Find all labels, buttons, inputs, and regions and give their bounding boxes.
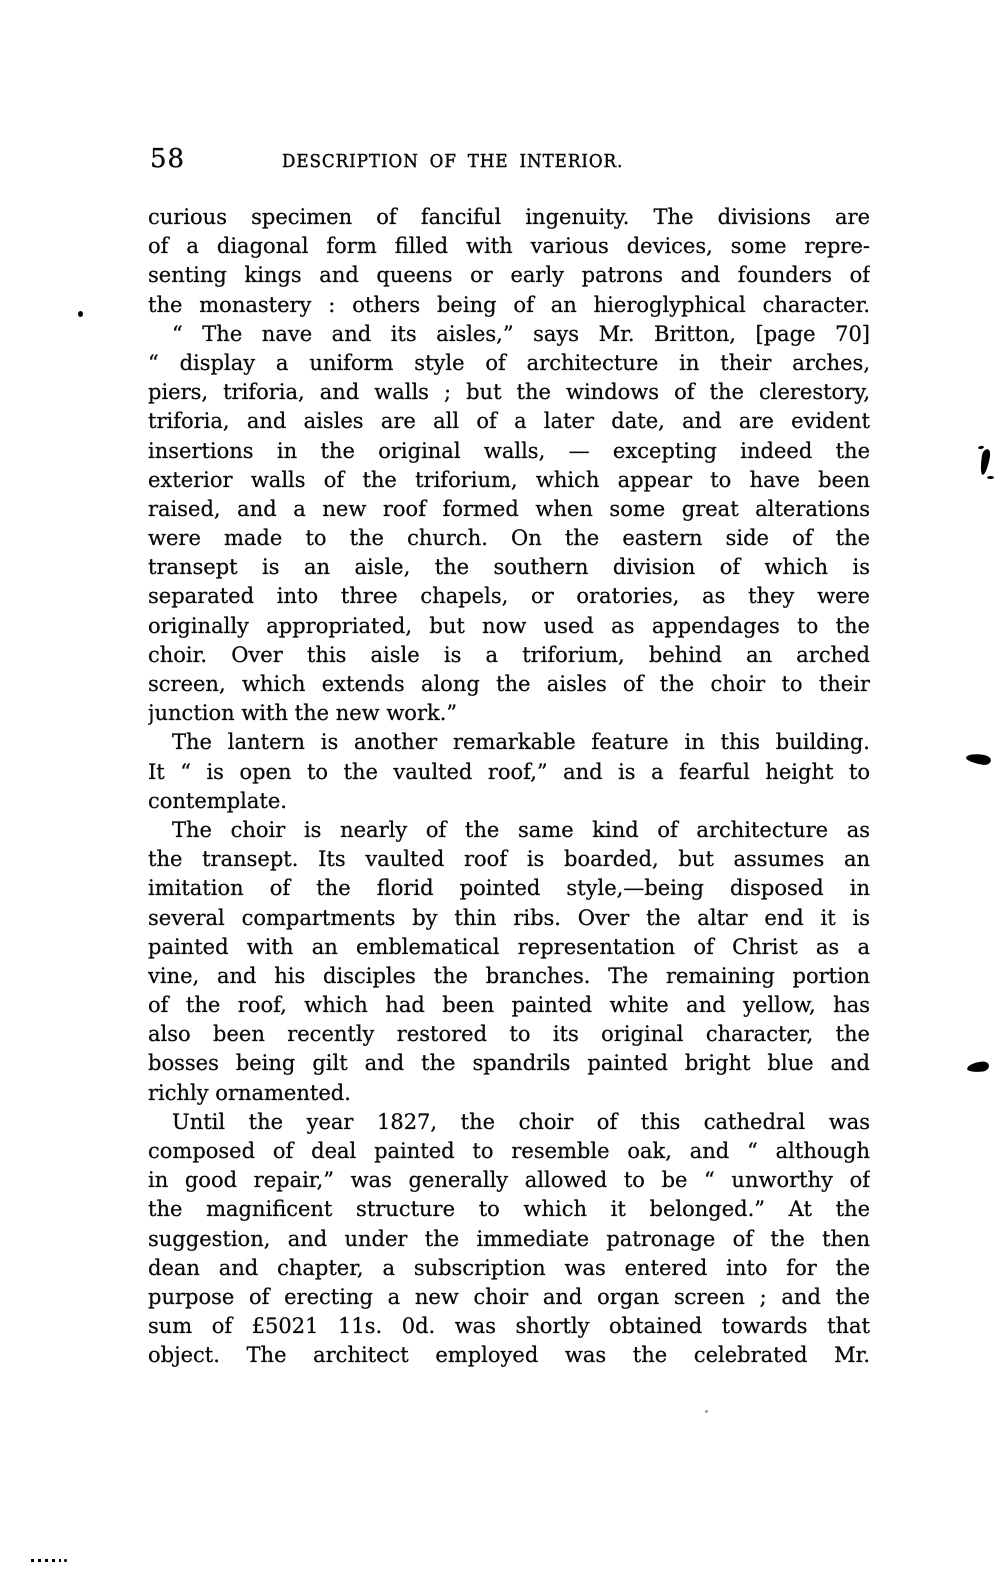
text-line: purpose of erecting a new choir and organ screen ; and the [148,1284,870,1309]
text-line: sum of £5021 11s. 0d. was shortly obtained towards that [148,1314,870,1339]
text-line: Until the year 1827, the choir of this cathedral was [172,1109,870,1134]
text-line: composed of deal painted to resemble oak, and “ although [148,1139,870,1163]
text-line: object. The architect employed was the celebrated Mr. [148,1343,870,1368]
text-line: “ The nave and its aisles,” says Mr. Britton, [page 70] [172,321,870,346]
ink-smudge-right-middle [965,752,991,766]
text-line: were made to the church. On the eastern side of the [148,526,870,551]
text-line: imitation of the florid pointed style,—being disposed in [148,876,870,901]
text-line: of a diagonal form filled with various devices, some repre- [148,234,870,259]
text-line: the monastery : others being of an hieroglyphical character. [148,292,870,317]
ink-faint-dot-bottom [705,1410,708,1413]
paragraph [148,816,870,1108]
text-line: choir. Over this aisle is a triforium, behind an arched [148,642,870,667]
text-line: senting kings and queens or early patrons and founders of [148,263,870,288]
text-line: screen, which extends along the aisles of the choir to their [148,672,870,696]
ink-dashes-bottom-left [31,1559,61,1562]
ink-dot-under-blot [987,476,994,479]
paragraph [148,203,870,320]
text-line: separated into three chapels, or oratories, as they were [148,584,870,609]
text-line: the transept. Its vaulted roof is boarded, but assumes an [148,847,870,872]
text-line: triforia, and aisles are all of a later date, and are evident [148,409,870,434]
text-line: dean and chapter, a subscription was entered into for the [148,1255,870,1280]
text-line: also been recently restored to its original character, the [148,1022,870,1047]
ink-smudge-right-lower [967,1061,990,1073]
text-line: the magnificent structure to which it belonged.” At the [148,1197,870,1222]
text-line: exterior walls of the triforium, which appear to have been [148,467,870,492]
text-line: bosses being gilt and the spandrils painted bright blue and [148,1051,870,1076]
text-line: “ display a uniform style of architecture in their arches, [148,350,870,375]
paragraph [148,728,870,816]
ink-tick-right-margin [978,446,984,450]
text-line: richly ornamented. [148,1080,351,1105]
page-number: 58 [150,144,186,174]
running-title: DESCRIPTION OF THE INTERIOR. [282,151,624,172]
text-line: The choir is nearly of the same kind of architecture as [172,817,870,842]
text-line: in good repair,” was generally allowed to be “ unworthy of [148,1168,870,1193]
paragraph [148,1108,870,1371]
text-line: curious specimen of fanciful ingenuity. The divisions are [148,205,870,229]
paragraph [148,320,870,729]
text-line: transept is an aisle, the southern division of which is [148,555,870,580]
ink-dot-bottom-left [64,1559,67,1562]
body-text [148,203,870,1371]
text-line: suggestion, and under the immediate patronage of the then [148,1226,870,1251]
text-line: raised, and a new roof formed when some great alterations [148,496,870,521]
text-line: piers, triforia, and walls ; but the windows of the clerestory, [148,380,870,405]
text-line: several compartments by thin ribs. Over the altar end it is [148,905,870,930]
text-line: originally appropriated, but now used as appendages to the [148,613,870,638]
text-line: junction with the new work.” [148,701,458,726]
text-line: It “ is open to the vaulted roof,” and is a fearful height to [148,759,870,784]
text-line: painted with an emblematical representation of Christ as a [148,934,870,959]
text-line: The lantern is another remarkable feature in this building. [172,730,870,755]
text-line: of the roof, which had been painted white and yellow, has [148,993,870,1018]
ink-blot-right-margin [979,449,991,476]
text-line: contemplate. [148,788,287,813]
text-line: vine, and his disciples the branches. The remaining portion [148,963,870,988]
text-line: insertions in the original walls, — excepting indeed the [148,438,870,463]
ink-speck-left-margin [78,311,83,317]
